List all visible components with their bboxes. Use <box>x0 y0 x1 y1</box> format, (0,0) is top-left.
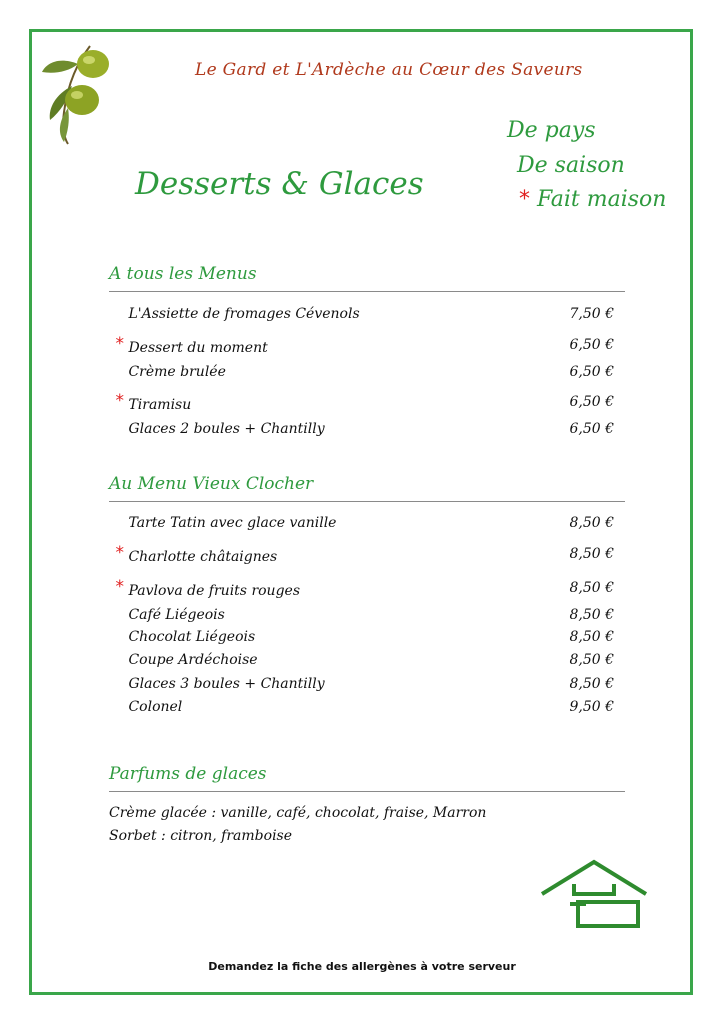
menu-item: * Charlotte châtaignes 8,50 € <box>115 543 614 565</box>
homemade-star-icon: * <box>519 187 530 212</box>
flavor-line-cream: Crème glacée : vanille, café, chocolat, fraise, Marron <box>109 805 487 821</box>
page-title: Desserts & Glaces <box>135 166 424 202</box>
section-title-vieux-clocher: Au Menu Vieux Clocher <box>109 474 314 494</box>
menu-item: * Tiramisu 6,50 € <box>115 391 614 413</box>
item-price: 9,50 € <box>569 699 614 715</box>
menu-item: Chocolat Liégeois 8,50 € <box>128 629 614 645</box>
label-de-pays: De pays <box>507 118 596 143</box>
item-price: 8,50 € <box>569 580 614 596</box>
item-price: 8,50 € <box>569 629 614 645</box>
flavor-line-sorbet: Sorbet : citron, framboise <box>109 828 293 844</box>
house-icon <box>540 858 648 930</box>
homemade-star-icon: * <box>115 577 124 597</box>
homemade-star-icon: * <box>115 543 124 563</box>
menu-item: Crème brulée 6,50 € <box>128 364 614 380</box>
label-de-saison: De saison <box>517 153 625 178</box>
allergen-note: Demandez la fiche des allergènes à votre serveur <box>208 960 516 973</box>
item-price: 8,50 € <box>569 676 614 692</box>
item-price: 8,50 € <box>569 652 614 668</box>
restaurant-tagline: Le Gard et L'Ardèche au Cœur des Saveurs <box>195 60 583 80</box>
menu-item: Café Liégeois 8,50 € <box>128 607 614 623</box>
item-price: 6,50 € <box>569 337 614 353</box>
menu-item: Glaces 2 boules + Chantilly 6,50 € <box>128 421 614 437</box>
item-price: 6,50 € <box>569 421 614 437</box>
menu-item: L'Assiette de fromages Cévenols 7,50 € <box>128 306 614 322</box>
item-price: 6,50 € <box>569 364 614 380</box>
item-price: 8,50 € <box>569 515 614 531</box>
menu-item: Coupe Ardéchoise 8,50 € <box>128 652 614 668</box>
section-title-all-menus: A tous les Menus <box>109 264 257 284</box>
section-title-parfums: Parfums de glaces <box>109 764 267 784</box>
menu-item: Colonel 9,50 € <box>128 699 614 715</box>
menu-item: * Dessert du moment 6,50 € <box>115 334 614 356</box>
menu-item: Tarte Tatin avec glace vanille 8,50 € <box>128 515 614 531</box>
menu-item: * Pavlova de fruits rouges 8,50 € <box>115 577 614 599</box>
section-divider <box>109 501 625 502</box>
section-divider <box>109 291 625 292</box>
item-price: 7,50 € <box>569 306 614 322</box>
item-price: 6,50 € <box>569 394 614 410</box>
item-price: 8,50 € <box>569 607 614 623</box>
section-divider <box>109 791 625 792</box>
homemade-star-icon: * <box>115 334 124 354</box>
item-price: 8,50 € <box>569 546 614 562</box>
homemade-star-icon: * <box>115 391 124 411</box>
menu-item: Glaces 3 boules + Chantilly 8,50 € <box>128 676 614 692</box>
olive-branch-icon <box>38 42 110 146</box>
label-fait-maison: * Fait maison <box>519 187 667 212</box>
